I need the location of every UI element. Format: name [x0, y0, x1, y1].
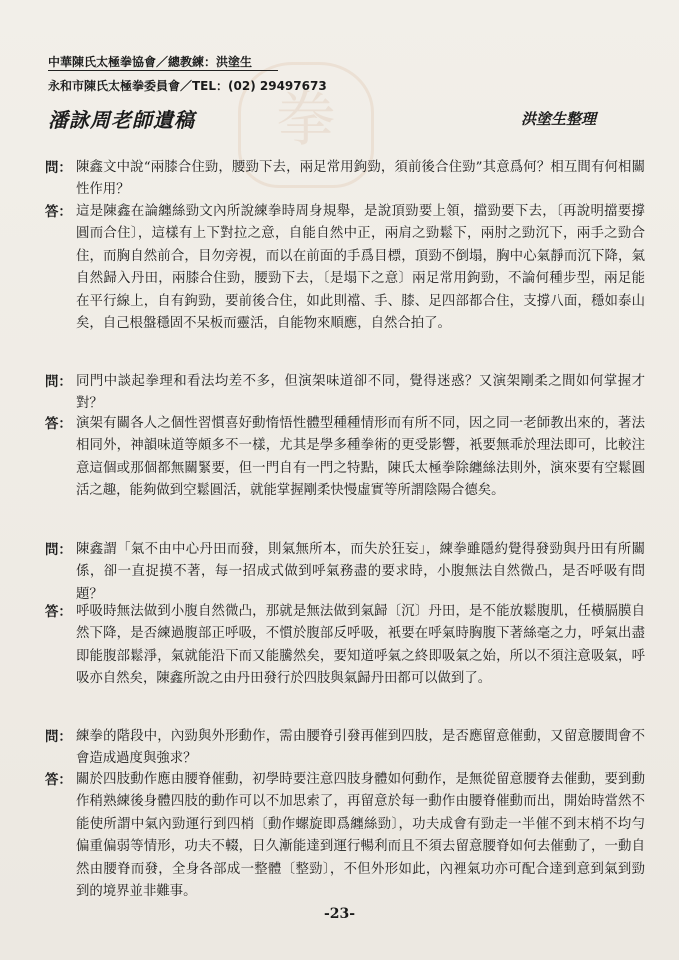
answer-2: [45, 413, 645, 503]
question-text: 練拳的階段中，內勁與外形動作，需由腰脊引發再催到四肢，是否應留意催動，又留意腰間會不會造成過度與強求？: [76, 729, 645, 767]
question-label: 問：: [45, 160, 72, 176]
question-text: 同門中談起拳理和看法均差不多，但演架味道卻不同，覺得迷惑？又演架剛柔之間如何掌握才對？: [76, 374, 645, 412]
question-4: [45, 726, 645, 771]
question-text: 陳鑫謂「氣不由中心丹田而發，則氣無所本，而失於狂妄」，練拳雖隱約覺得發勁與丹田有所關係，卻一直捉摸不著，每一招成式做到呼氣務盡的要求時，小腹無法自然微凸，是否呼吸有問題？: [76, 542, 645, 602]
question-label: 問：: [45, 542, 72, 558]
question-label: 問：: [45, 374, 72, 390]
author-credit: 洪塗生整理: [521, 110, 597, 128]
answer-text: 這是陳鑫在論纏絲勁文內所說練拳時周身規舉，是說頂勁要上領，擋勁要下去，〔再說明擋要撐圓而合住〕，這樣有上下對拉之意，自能自然中正，兩肩之勁鬆下，兩肘之勁沉下，兩手之勁合住，而胸自然前合，目勿旁視，而以在前面的手爲目標，頂勁不倒塌，胸中心氣靜而沉下降，氣自然歸入丹田，兩膝合住勁，腰勁下去，〔是塌下之意〕兩足常用鉤勁，不論何種步型，兩足能在平行線上，自有鉤勁，要前後合住，如此則襠、手、膝、足四部都合住，支撐八面，穩如泰山矣，自己根盤穩固不呆板而靈活，自能物來順應，自然合拍了。: [76, 204, 645, 332]
answer-text: 呼吸時無法做到小腹自然微凸，那就是無法做到氣歸〔沉〕丹田，是不能放鬆腹肌，任橫膈膜自然下降，是否練過腹部正呼吸，不慣於腹部反呼吸，衹要在呼氣時胸腹下著絲毫之力，呼氣出盡即能腹部鬆淨，氣就能沿下而又能騰然矣，要知道呼氣之終即吸氣之始，所以不須注意吸氣，呼吸亦自然矣，陳鑫所說之由丹田發行於四肢與氣歸丹田都可以做到了。: [76, 604, 645, 687]
question-1: [45, 157, 645, 202]
answer-label: 答：: [45, 772, 72, 788]
question-text: 陳鑫文中說“兩膝合住勁，腰勁下去，兩足常用鉤勁，須前後合住勁”其意爲何？相互間有何相關性作用？: [76, 160, 645, 198]
page-number: -23-: [323, 906, 356, 922]
answer-3: [45, 601, 645, 691]
question-label: 問：: [45, 729, 72, 745]
header-association: 中華陳氏太極拳協會／總教練：洪塗生: [48, 55, 253, 69]
header-contact: 永和市陳氏太極拳委員會／TEL：(02) 29497673: [48, 79, 327, 93]
watermark-seal: 拳: [238, 62, 374, 188]
question-2: [45, 371, 645, 416]
answer-label: 答：: [45, 604, 72, 620]
question-3: [45, 539, 645, 606]
answer-1: [45, 201, 645, 335]
answer-text: 演架有關各人之個性習慣喜好動惰悟性體型種種情形而有所不同，因之同一老師教出來的，著法相同外，神韻味道等頗多不一樣，尤其是學多種拳術的更受影響，衹要無乖於理法即可，比較注意這個或那個都無關緊要，但一門自有一門之特點，陳氏太極拳除纏絲法則外，演來要有空鬆圓活之趣，能夠做到空鬆圓活，就能掌握剛柔快慢虛實等所謂陰陽合德矣。: [76, 416, 645, 499]
answer-label: 答：: [45, 416, 72, 432]
header-divider: [48, 70, 278, 71]
answer-4: [45, 769, 645, 903]
answer-text: 關於四肢動作應由腰脊催動，初學時要注意四肢身體如何動作，是無從留意腰脊去催動，要到動作稍熟練後身體四肢的動作可以不加思索了，再留意於每一動作由腰脊催動而出，開始時當然不能使所謂中氣內勁運行到四梢〔動作螺旋即爲纏絲勁〕，功夫成會有勁走一半催不到末梢不均勻偏重偏弱等情形，功夫不輟，日久漸能達到運行暢利而且不須去留意腰脊如何去催動了，一動自然由腰脊而發，全身各部成一整體〔整勁〕，不但外形如此，內裡氣功亦可配合達到意到氣到勁到的境界並非難事。: [76, 772, 645, 900]
answer-label: 答：: [45, 204, 72, 220]
page-title: 潘詠周老師遺稿: [48, 108, 195, 132]
